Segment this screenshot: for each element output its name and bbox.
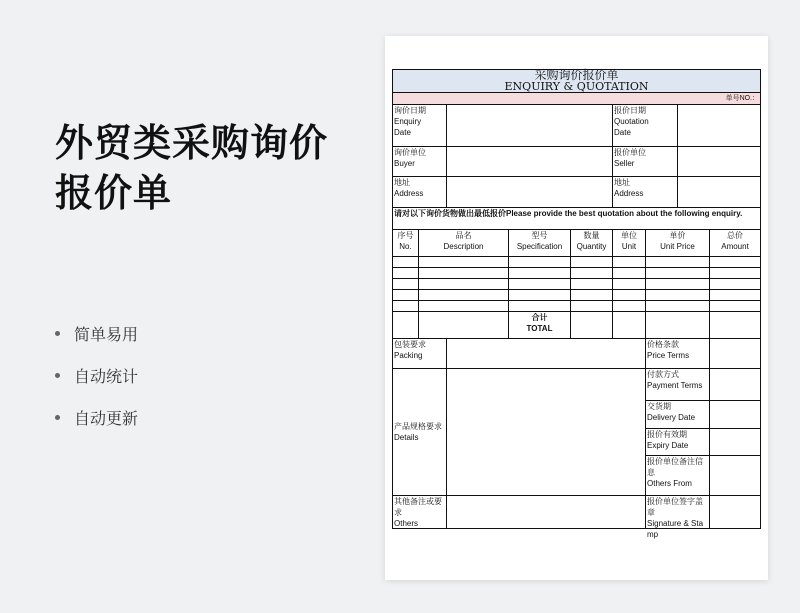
price-terms-cn: 价格条款 <box>647 340 679 349</box>
payment-en: Payment Terms <box>647 381 703 390</box>
enquiry-date-en2: Date <box>394 128 411 137</box>
cell[interactable] <box>613 279 646 290</box>
quotation-date-cn: 报价日期 <box>614 106 646 115</box>
packing-field[interactable] <box>447 339 646 369</box>
col-header-specification <box>509 230 571 257</box>
cell[interactable] <box>571 301 613 312</box>
form-number-row <box>393 93 761 105</box>
quotation-date-field[interactable] <box>678 105 761 147</box>
request-text-content: 请对以下询价货物做出最低报价Please provide the best quotation about the following enquiry. <box>394 209 743 218</box>
payment-row <box>393 369 761 401</box>
address-cn: 地址 <box>614 178 630 187</box>
col-header-cn: 总价 <box>727 231 744 240</box>
col-header-en: Quantity <box>576 242 607 251</box>
total-en: TOTAL <box>526 324 553 333</box>
total-amount-cell[interactable] <box>710 312 761 339</box>
cell <box>393 312 419 339</box>
others-en: Others <box>394 519 419 528</box>
cell <box>646 312 710 339</box>
col-header-en: Amount <box>721 242 749 251</box>
cell <box>613 312 646 339</box>
table-row <box>393 301 761 312</box>
others-cn: 其他备注或要求 <box>394 497 442 517</box>
party-row <box>393 147 761 177</box>
enquiry-date-label <box>393 105 447 147</box>
form-title-cn: 采购询价报价单 <box>534 68 619 82</box>
buyer-en: Buyer <box>394 159 415 168</box>
cell[interactable] <box>710 268 761 279</box>
cell[interactable] <box>419 268 509 279</box>
details-cn: 产品规格要求 <box>394 422 442 431</box>
others-from-label <box>646 456 710 496</box>
cell[interactable] <box>393 301 419 312</box>
page-title-line-1: 外贸类采购询价 <box>55 121 329 165</box>
form-preview-sheet <box>385 36 768 580</box>
cell[interactable] <box>571 279 613 290</box>
signature-label <box>646 496 710 539</box>
enquiry-date-field[interactable] <box>447 105 613 147</box>
buyer-field[interactable] <box>447 147 613 177</box>
col-header-cn: 单价 <box>669 231 686 240</box>
col-header-en: Unit <box>621 242 637 251</box>
bullet-dot-icon <box>55 331 60 336</box>
address-en: Address <box>614 189 644 198</box>
details-en: Details <box>394 433 419 442</box>
cell[interactable] <box>646 279 710 290</box>
packing-label <box>393 339 447 369</box>
expiry-en: Expiry Date <box>647 441 689 450</box>
others-label <box>393 496 447 529</box>
feature-list <box>55 312 138 438</box>
table-row <box>393 268 761 279</box>
cell[interactable] <box>710 257 761 268</box>
details-label <box>393 369 447 496</box>
cell[interactable] <box>613 290 646 301</box>
col-header-cn: 序号 <box>397 231 414 240</box>
enquiry-date-cn: 询价日期 <box>394 106 426 115</box>
quotation-date-label <box>613 105 678 147</box>
cell[interactable] <box>509 279 571 290</box>
cell[interactable] <box>393 279 419 290</box>
buyer-address-label <box>393 177 447 208</box>
page-title-line-2: 报价单 <box>55 171 173 215</box>
col-header-quantity <box>571 230 613 257</box>
seller-en: Seller <box>614 159 635 168</box>
feature-item <box>55 396 138 438</box>
cell[interactable] <box>571 290 613 301</box>
delivery-en: Delivery Date <box>647 413 696 422</box>
quotation-form-table <box>392 68 761 539</box>
total-cn: 合计 <box>531 313 548 322</box>
page-title <box>55 118 328 218</box>
cell[interactable] <box>571 257 613 268</box>
buyer-cn: 询价单位 <box>394 148 426 157</box>
bullet-dot-icon <box>55 415 60 420</box>
col-header-en: Specification <box>516 242 563 251</box>
others-field[interactable] <box>447 496 646 529</box>
others-row <box>393 496 761 529</box>
cell[interactable] <box>613 301 646 312</box>
cell <box>419 312 509 339</box>
feature-label: 自动更新 <box>74 408 139 428</box>
packing-en: Packing <box>394 351 423 360</box>
cell[interactable] <box>393 290 419 301</box>
cell[interactable] <box>509 301 571 312</box>
quotation-date-en2: Date <box>614 128 631 137</box>
cell[interactable] <box>571 268 613 279</box>
col-header-cn: 数量 <box>583 231 600 240</box>
cell[interactable] <box>646 268 710 279</box>
total-row <box>393 312 761 339</box>
packing-row <box>393 339 761 369</box>
col-header-amount <box>710 230 761 257</box>
others-from-en: Others From <box>647 479 692 488</box>
cell[interactable] <box>419 257 509 268</box>
table-row <box>393 279 761 290</box>
others-from-cn: 报价单位备注信息 <box>647 457 703 477</box>
price-terms-field[interactable] <box>710 339 761 369</box>
cell[interactable] <box>613 268 646 279</box>
total-quantity-cell[interactable] <box>571 312 613 339</box>
feature-item <box>55 354 138 396</box>
cell[interactable] <box>710 290 761 301</box>
feature-item <box>55 312 138 354</box>
cell[interactable] <box>613 257 646 268</box>
expiry-label <box>646 429 710 456</box>
payment-field[interactable] <box>710 369 761 401</box>
bullet-dot-icon <box>55 373 60 378</box>
cell[interactable] <box>419 279 509 290</box>
expiry-cn: 报价有效期 <box>647 430 687 439</box>
items-header-row <box>393 230 761 257</box>
seller-cn: 报价单位 <box>614 148 646 157</box>
others-from-field[interactable] <box>710 456 761 496</box>
col-header-unit <box>613 230 646 257</box>
cell[interactable] <box>509 268 571 279</box>
expiry-field[interactable] <box>710 429 761 456</box>
total-label <box>509 312 571 339</box>
address-cn: 地址 <box>394 178 410 187</box>
enquiry-date-en1: Enquiry <box>394 117 422 126</box>
cell[interactable] <box>646 290 710 301</box>
signature-cn: 报价单位签字盖章 <box>647 497 703 517</box>
cell[interactable] <box>710 279 761 290</box>
cell[interactable] <box>419 301 509 312</box>
table-row <box>393 257 761 268</box>
request-text <box>393 208 761 230</box>
seller-address-label <box>613 177 678 208</box>
cell[interactable] <box>646 257 710 268</box>
cell[interactable] <box>509 290 571 301</box>
price-terms-label <box>646 339 710 369</box>
delivery-cn: 交货期 <box>647 402 671 411</box>
request-row <box>393 208 761 230</box>
payment-label <box>646 369 710 401</box>
form-title <box>393 70 761 93</box>
col-header-en: No. <box>399 242 412 251</box>
date-row <box>393 105 761 147</box>
feature-label: 自动统计 <box>74 366 139 386</box>
col-header-en: Description <box>443 242 484 251</box>
details-field[interactable] <box>447 369 646 496</box>
address-en: Address <box>394 189 424 198</box>
cell[interactable] <box>393 257 419 268</box>
payment-cn: 付款方式 <box>647 370 679 379</box>
buyer-address-field[interactable] <box>447 177 613 208</box>
col-header-unit-price <box>646 230 710 257</box>
col-header-cn: 单位 <box>621 231 637 240</box>
quotation-date-en1: Quotation <box>614 117 649 126</box>
seller-address-field[interactable] <box>678 177 761 208</box>
col-header-description <box>419 230 509 257</box>
col-header-no <box>393 230 419 257</box>
cell[interactable] <box>509 257 571 268</box>
signature-en: Signature & Stamp <box>647 519 704 539</box>
delivery-field[interactable] <box>710 401 761 429</box>
form-title-en: ENQUIRY & QUOTATION <box>504 80 649 93</box>
col-header-en: Unit Price <box>660 242 695 251</box>
packing-cn: 包装要求 <box>394 340 426 349</box>
col-header-cn: 型号 <box>531 231 548 240</box>
form-number-label: 单号NO.： <box>393 93 761 105</box>
col-header-cn: 品名 <box>455 231 472 240</box>
signature-field[interactable] <box>710 496 761 529</box>
price-terms-en: Price Terms <box>647 351 690 360</box>
address-row <box>393 177 761 208</box>
cell[interactable] <box>710 301 761 312</box>
delivery-label <box>646 401 710 429</box>
cell[interactable] <box>393 268 419 279</box>
cell[interactable] <box>646 301 710 312</box>
cell[interactable] <box>419 290 509 301</box>
form-title-row <box>393 70 761 93</box>
buyer-label <box>393 147 447 177</box>
table-row <box>393 290 761 301</box>
seller-field[interactable] <box>678 147 761 177</box>
feature-label: 简单易用 <box>74 324 139 344</box>
seller-label <box>613 147 678 177</box>
